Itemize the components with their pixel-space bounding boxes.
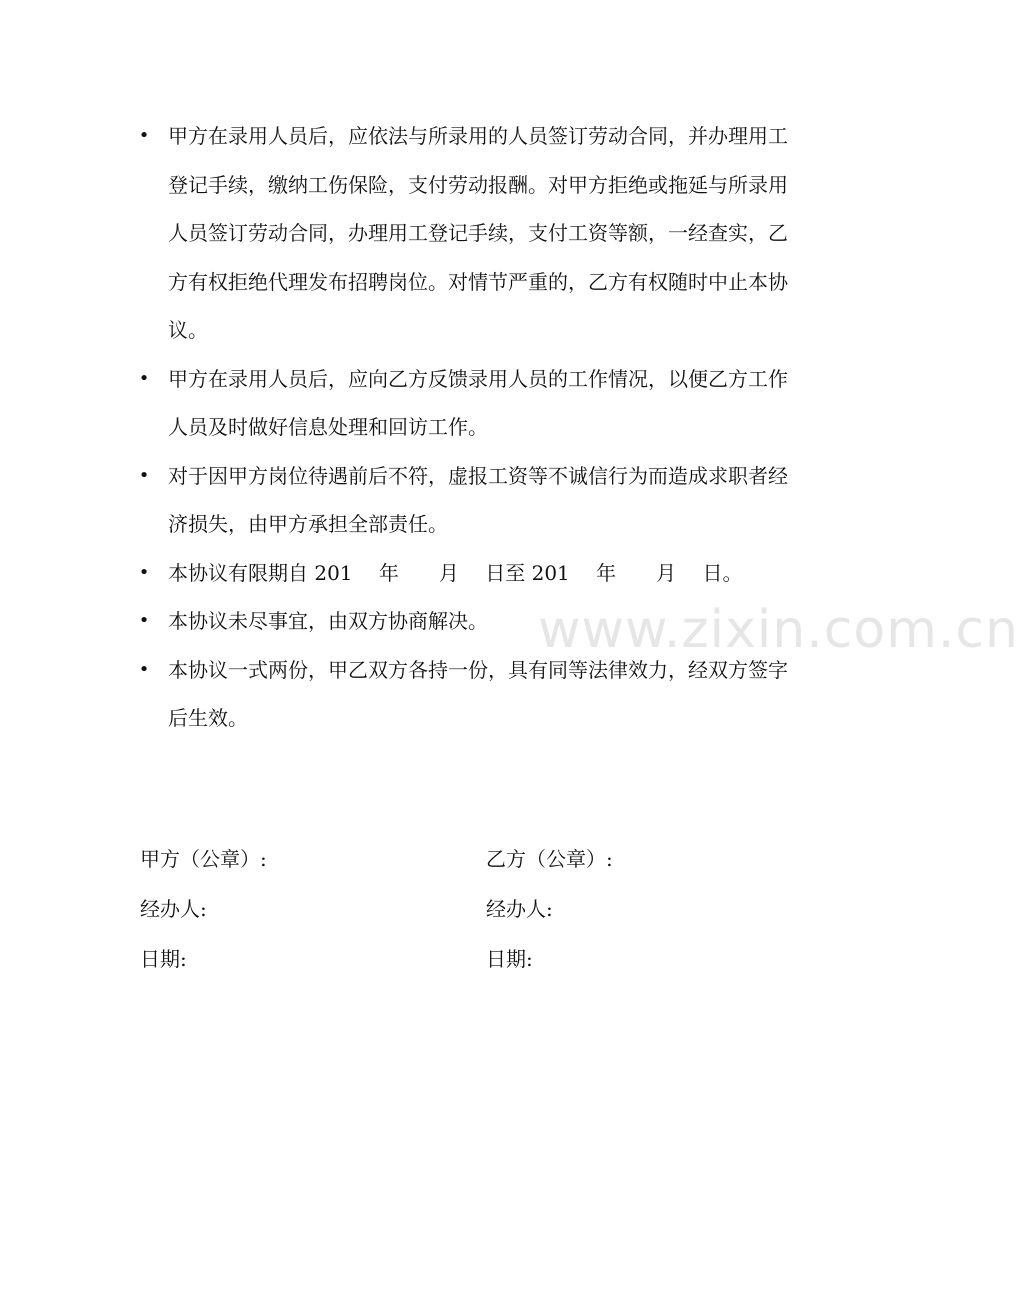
- party-a-seal-label: 甲方（公章）:: [140, 847, 267, 871]
- clause-item: [138, 355, 788, 452]
- party-a-signature-block: [140, 834, 267, 984]
- clause-text: 本协议有限期自 201 年 月 日至 201 年 月 日。: [168, 560, 743, 585]
- clause-item: [138, 452, 788, 549]
- bullet-icon: •: [138, 125, 150, 146]
- clause-item: [138, 112, 788, 355]
- clause-text: 本协议未尽事宜，由双方协商解决。: [168, 609, 488, 633]
- clause-list: [138, 112, 788, 743]
- bullet-icon: •: [138, 658, 150, 680]
- clause-item: [138, 646, 788, 743]
- clause-text: 甲方在录用人员后，应向乙方反馈录用人员的工作情况，以便乙方工作人员及时做好信息处理和回访工作。: [168, 366, 788, 439]
- watermark: www.zixin.com.cn: [538, 600, 1019, 660]
- bullet-icon: •: [138, 464, 150, 486]
- party-a-agent-label: 经办人:: [140, 897, 207, 921]
- party-a-date-label: 日期:: [140, 947, 187, 971]
- clause-text: 甲方在录用人员后，应依法与所录用的人员签订劳动合同，并办理用工登记手续，缴纳工伤保险，支付劳动报酬。对甲方拒绝或拖延与所录用人员签订劳动合同，办理用工登记手续，支付工资等额，一经查实，乙方有权拒绝代理发布招聘岗位。对情节严重的，乙方有权随时中止本协议。: [168, 124, 788, 342]
- clause-text: 对于因甲方岗位待遇前后不符，虚报工资等不诚信行为而造成求职者经济损失，由甲方承担全部责任。: [168, 463, 788, 536]
- bullet-icon: •: [138, 561, 150, 583]
- party-b-agent-label: 经办人:: [486, 897, 553, 921]
- clause-item: [138, 597, 788, 646]
- party-b-signature-block: [486, 834, 613, 984]
- bullet-icon: •: [138, 610, 150, 631]
- party-b-date-label: 日期:: [486, 947, 533, 971]
- clause-item: [138, 549, 788, 598]
- party-b-seal-label: 乙方（公章）:: [486, 847, 613, 871]
- clause-text: 本协议一式两份，甲乙双方各持一份，具有同等法律效力，经双方签字后生效。: [168, 657, 788, 730]
- bullet-icon: •: [138, 367, 150, 389]
